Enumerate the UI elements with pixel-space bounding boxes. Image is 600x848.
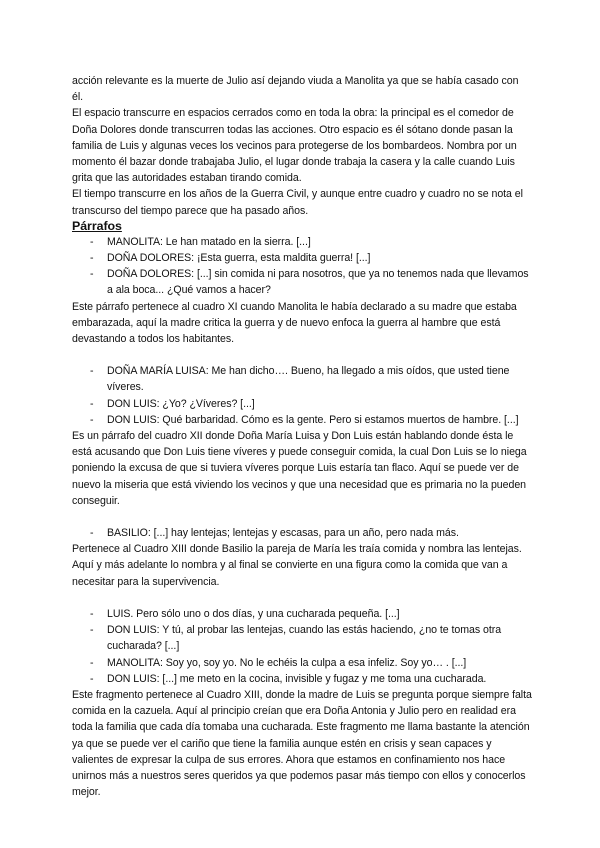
spacer [72, 590, 532, 606]
quote-list-4 [72, 606, 532, 687]
quote-list-1 [72, 234, 532, 299]
intro-paragraph-1: acción relevante es la muerte de Julio así dejando viuda a Manolita ya que se había casado con él. [72, 75, 519, 104]
commentary-paragraph-4: Este fragmento pertenece al Cuadro XIII, donde la madre de Luis se pregunta porque siempre falta comida en la cazuela. Aquí al principio creían que era Doña Antonia y Julio pero en realidad era toda la familia que cada día tomaba una cucharada. Este fragmento me llama bastante la atención ya que se puede ver el cariño que tiene la familia aunque estén en crisis y sean capaces y valientes de expresar la culpa de sus errores. Ahora que estamos en confinamiento nos hace unirnos más a nuestros seres queridos ya que podemos pasar más tiempo con ellos y conocerlos mejor. [72, 688, 532, 799]
quote-item: - DOÑA DOLORES: [...] sin comida ni para nosotros, que ya no tenemos nada que llevamos a ala boca... ¿Qué vamos a hacer? [72, 266, 532, 298]
quote-item: - DON LUIS: Qué barbaridad. Cómo es la gente. Pero si estamos muertos de hambre. [...] [72, 412, 532, 428]
quote-item: - BASILIO: [...] hay lentejas; lentejas y escasas, para un año, pero nada más. [72, 525, 532, 541]
document-page [72, 73, 532, 800]
quote-item: - DOÑA MARÍA LUISA: Me han dicho…. Bueno, ha llegado a mis oídos, que usted tiene víveres. [72, 363, 532, 395]
quote-list-2 [72, 363, 532, 428]
spacer [72, 509, 532, 525]
section-heading: Párrafos [72, 218, 122, 233]
commentary-paragraph-2: Es un párrafo del cuadro XII donde Doña María Luisa y Don Luis están hablando donde ésta le está acusando que Don Luis tiene víveres y puede conseguir comida, la cual Don Luis se lo niega poniendo la excusa de que si tuviera víveres porque Luis estaría tan flaco. Aquí se puede ver de nuevo la miseria que está viviendo los vecinos y que una necesidad que es primaria no la pueden conseguir. [72, 430, 527, 507]
quote-item: - DON LUIS: ¿Yo? ¿Víveres? [...] [72, 396, 532, 412]
quote-item: - LUIS. Pero sólo uno o dos días, y una cucharada pequeña. [...] [72, 606, 532, 622]
quote-item: - MANOLITA: Soy yo, soy yo. No le echéis la culpa a esa infeliz. Soy yo… . [...] [72, 655, 532, 671]
commentary-paragraph-3: Pertenece al Cuadro XIII donde Basilio la pareja de María les traía comida y nombra las lentejas. Aquí y más adelante lo nombra y al final se convierte en una figura como la comida que van a necesitar para la supervivencia. [72, 543, 522, 588]
intro-paragraph-3: El tiempo transcurre en los años de la Guerra Civil, y aunque entre cuadro y cuadro no se nota el transcurso del tiempo parece que ha pasado años. [72, 188, 523, 217]
quote-item: - DOÑA DOLORES: ¡Esta guerra, esta maldita guerra! [...] [72, 250, 532, 266]
quote-list-3 [72, 525, 532, 541]
quote-item: - MANOLITA: Le han matado en la sierra. [...] [72, 234, 532, 250]
commentary-paragraph-1: Este párrafo pertenece al cuadro XI cuando Manolita le había declarado a su madre que estaba embarazada, aquí la madre critica la guerra y de nuevo enfoca la guerra al hambre que está devastando a todos los habitantes. [72, 300, 517, 346]
intro-paragraph-2: El espacio transcurre en espacios cerrados como en toda la obra: la principal es el comedor de Doña Dolores donde transcurren todas las acciones. Otro espacio es él sótano donde pasan la familia de Luis y algunas veces los vecinos para protegerse de los bombardeos. Nombra por un momento él bazar donde trabajaba Julio, el lugar donde trabaja la casera y la calle cuando Luis grita que las autoridades estaban tirando comida. [72, 107, 517, 185]
quote-item: - DON LUIS: Y tú, al probar las lentejas, cuando las estás haciendo, ¿no te tomas otra cucharada? [...] [72, 622, 532, 654]
quote-item: - DON LUIS: [...] me meto en la cocina, invisible y fugaz y me toma una cucharada. [72, 671, 532, 687]
spacer [72, 347, 532, 363]
